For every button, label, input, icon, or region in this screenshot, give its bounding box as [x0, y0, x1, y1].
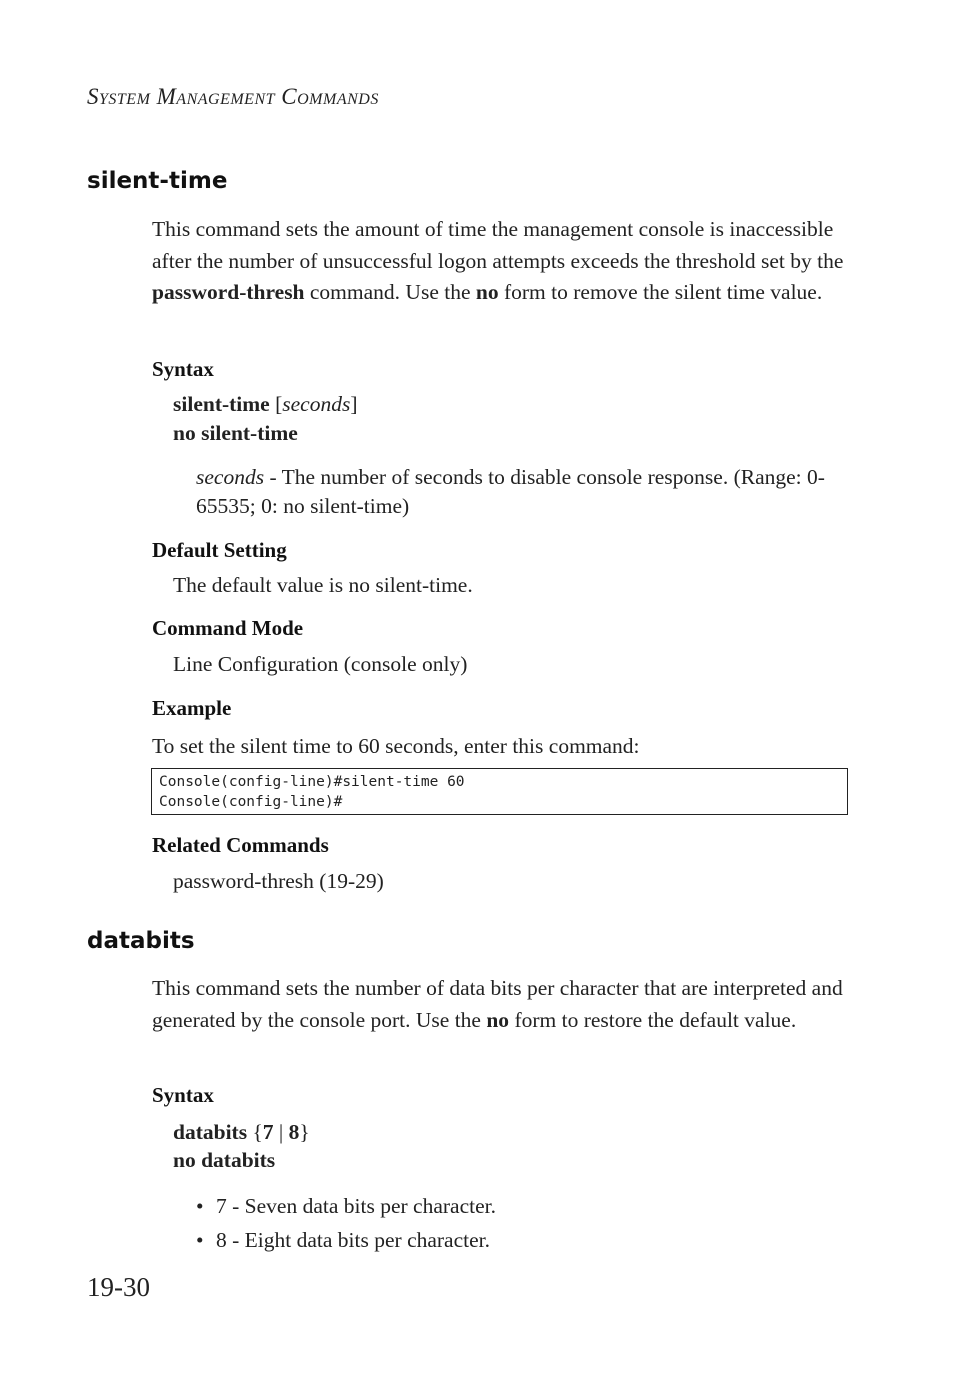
syntax-line-no-silent-time: no silent-time: [173, 421, 298, 445]
silent-time-description: [152, 214, 852, 309]
bullet-icon: •: [196, 1194, 204, 1218]
list-item: [196, 1192, 496, 1226]
syntax-brace: }: [299, 1120, 310, 1144]
running-head: System Management Commands: [87, 84, 379, 109]
param-text: - The number of seconds to disable console response. (Range: 0-65535; 0: no silent-time): [196, 465, 825, 518]
description-text: form to restore the default value.: [509, 1007, 797, 1032]
param-description: [196, 463, 836, 521]
description-text: form to remove the silent time value.: [498, 280, 823, 304]
related-commands-heading: Related Commands: [152, 833, 329, 857]
syntax-separator: |: [278, 1120, 284, 1144]
bullet-icon: •: [196, 1228, 204, 1252]
syntax-command: silent-time: [173, 392, 270, 416]
section-title-silent-time: silent-time: [87, 168, 228, 194]
keyword-no: no: [475, 280, 499, 304]
command-ref-password-thresh: password-thresh: [152, 280, 305, 304]
databits-options-list: [196, 1192, 496, 1260]
syntax-line-silent-time: [173, 392, 358, 417]
example-text: To set the silent time to 60 seconds, enter this command:: [152, 734, 640, 758]
related-commands-text: password-thresh (19-29): [173, 869, 384, 893]
default-setting-heading: Default Setting: [152, 538, 287, 562]
code-line: Console(config-line)#: [159, 794, 343, 810]
code-line: Console(config-line)#silent-time 60: [159, 774, 465, 790]
syntax-bracket: ]: [350, 392, 358, 416]
syntax-line-databits: [173, 1120, 310, 1145]
syntax-heading: Syntax: [152, 357, 214, 381]
syntax-bracket: [: [275, 392, 283, 416]
list-item: [196, 1226, 496, 1260]
syntax-command: databits: [173, 1120, 248, 1144]
syntax-option: 8: [288, 1120, 300, 1144]
section-title-databits: databits: [87, 928, 195, 954]
example-heading: Example: [152, 696, 232, 720]
list-item-text: 7 - Seven data bits per character.: [216, 1194, 496, 1218]
syntax-line-no-databits: no databits: [173, 1148, 276, 1172]
description-text: This command sets the amount of time the management console is inaccessible after the number of unsuccessful logon attempts exceeds the threshold set by the: [152, 217, 844, 273]
databits-description: [152, 973, 852, 1036]
command-mode-heading: Command Mode: [152, 616, 304, 640]
syntax-param: seconds: [282, 392, 351, 416]
keyword-no: no: [486, 1007, 510, 1032]
syntax-brace: {: [252, 1120, 263, 1144]
description-text: This command sets the number of data bits per character that are interpreted and generated by the console port. Use the: [152, 976, 843, 1032]
param-name: seconds: [196, 465, 265, 489]
syntax-option: 7: [262, 1120, 274, 1144]
code-example: [151, 768, 848, 815]
command-mode-text: Line Configuration (console only): [173, 652, 468, 676]
syntax-heading: Syntax: [152, 1083, 214, 1107]
description-text: command. Use the: [304, 280, 476, 304]
default-setting-text: The default value is no silent-time.: [173, 573, 473, 597]
list-item-text: 8 - Eight data bits per character.: [216, 1228, 491, 1252]
page-number: 19-30: [87, 1272, 150, 1302]
